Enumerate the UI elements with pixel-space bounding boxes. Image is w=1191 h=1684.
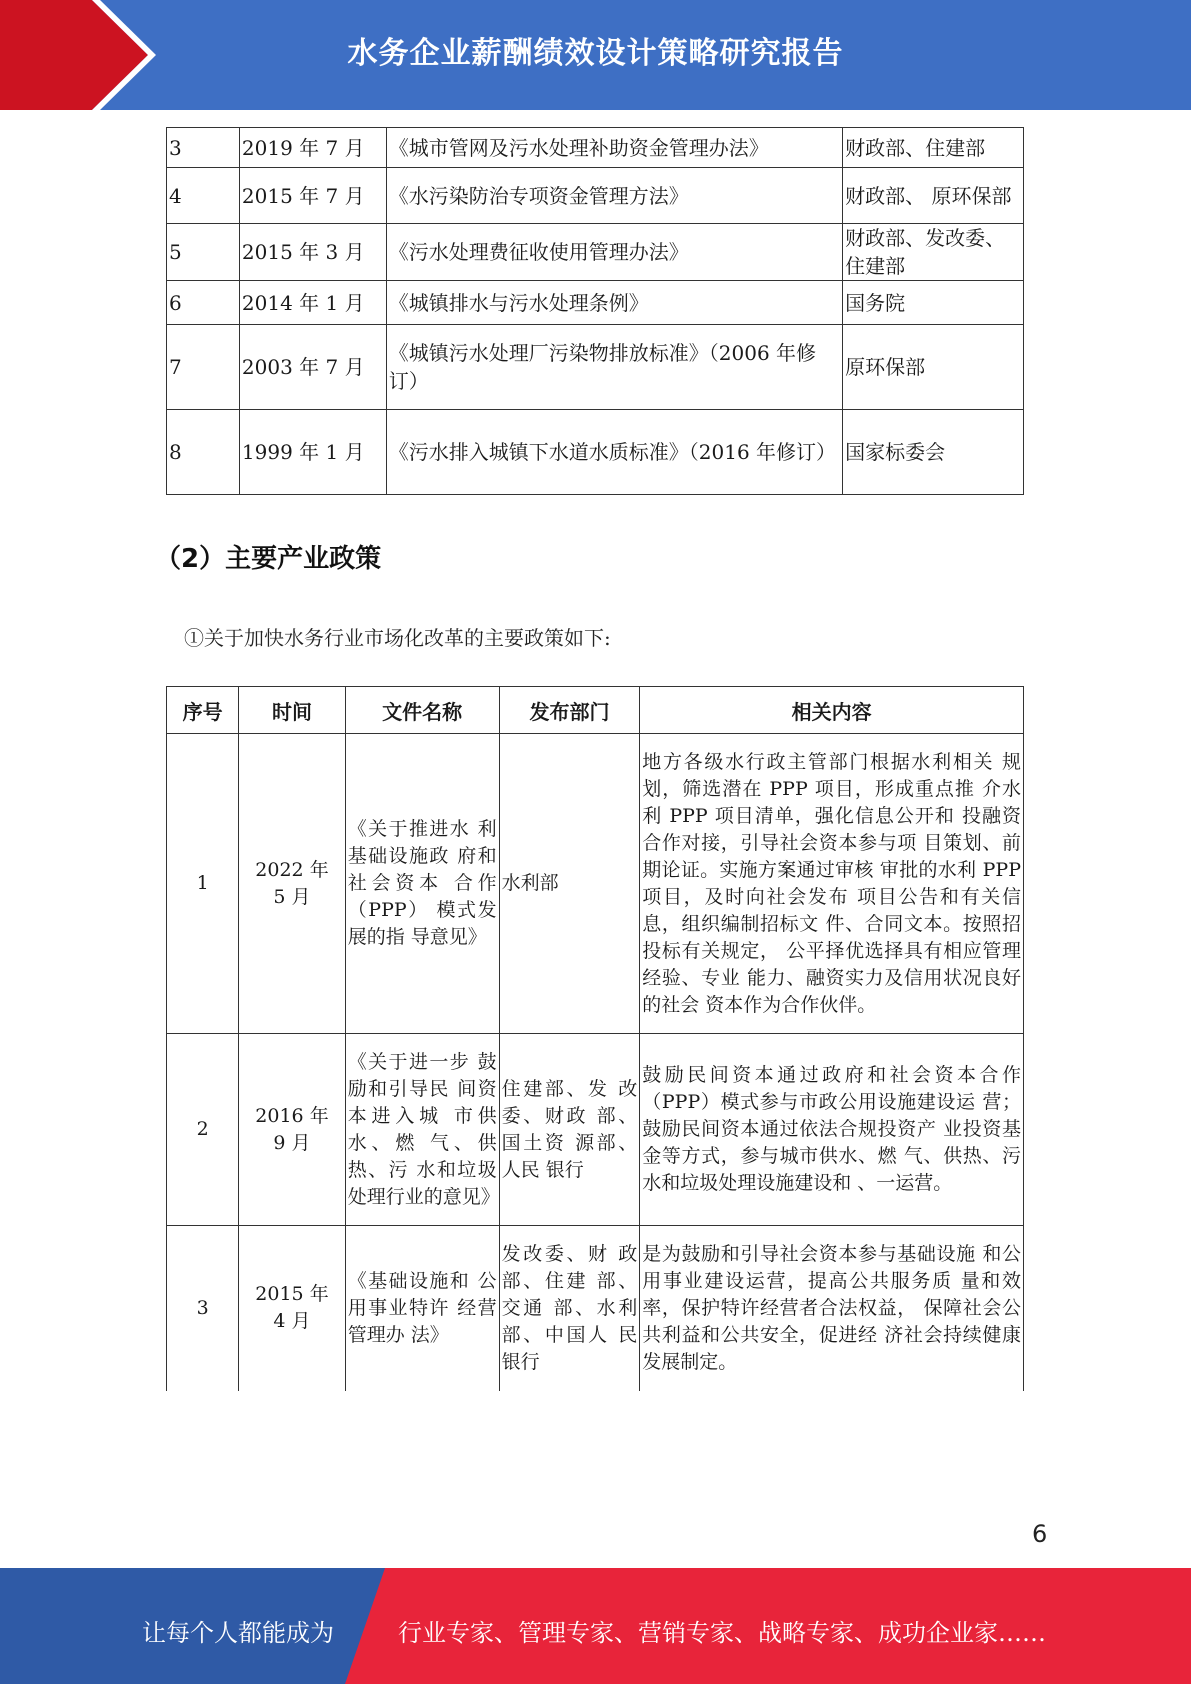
table-cell: 《关于推进水 利基础设施政 府和社会资本 合作（PPP） 模式发展的指 导意见》 <box>345 734 499 1034</box>
table-cell: 《城镇污水处理厂污染物排放标准》（2006 年修订） <box>386 325 842 410</box>
table-cell: 8 <box>167 410 240 495</box>
column-header-no: 序号 <box>167 687 239 734</box>
column-header-content: 相关内容 <box>640 687 1024 734</box>
table-cell: 2 <box>167 1034 239 1226</box>
page-header <box>0 0 1191 110</box>
page-number: 6 <box>1032 1520 1048 1548</box>
table-cell: 国家标委会 <box>843 410 1024 495</box>
table-cell: 2015 年 4 月 <box>239 1226 345 1391</box>
table-row <box>167 128 1024 168</box>
table-row <box>167 168 1024 224</box>
table-row <box>167 734 1024 1034</box>
page-footer <box>0 1568 1191 1684</box>
table-cell: 5 <box>167 224 240 281</box>
column-header-document: 文件名称 <box>345 687 499 734</box>
policy-table <box>166 686 1024 1391</box>
table-cell: 《污水处理费征收使用管理办法》 <box>386 224 842 281</box>
table-cell: 住建部、发 改委、财政 部、国土资 源部、人民 银行 <box>499 1034 640 1226</box>
footer-slogan-right: 行业专家、管理专家、营销专家、战略专家、成功企业家…… <box>398 1619 1046 1647</box>
table-cell: 国务院 <box>843 281 1024 325</box>
table-cell: 《关于进一步 鼓励和引导民 间资本进入城 市供水、燃 气、供热、污 水和垃圾处理行业的意见》 <box>345 1034 499 1226</box>
table-row <box>167 410 1024 495</box>
table-cell: 财政部、住建部 <box>843 128 1024 168</box>
table-row <box>167 1226 1024 1391</box>
table-cell: 3 <box>167 1226 239 1391</box>
table-cell: 2014 年 1 月 <box>239 281 386 325</box>
table-cell: 6 <box>167 281 240 325</box>
table-cell: 1 <box>167 734 239 1034</box>
table-cell: 3 <box>167 128 240 168</box>
table-row <box>167 281 1024 325</box>
column-header-time: 时间 <box>239 687 345 734</box>
table-cell: 2015 年 3 月 <box>239 224 386 281</box>
table-cell: 原环保部 <box>843 325 1024 410</box>
table-cell: 是为鼓励和引导社会资本参与基础设施 和公用事业建设运营，提高公共服务质 量和效率，保护特许经营者合法权益， 保障社会公共利益和公共安全，促进经 济社会持续健康发展制定。 <box>640 1226 1024 1391</box>
table-row <box>167 325 1024 410</box>
table-cell: 财政部、 原环保部 <box>843 168 1024 224</box>
regulations-table <box>166 127 1024 495</box>
table-cell: 7 <box>167 325 240 410</box>
table-cell: 2016 年 9 月 <box>239 1034 345 1226</box>
table-cell: 水利部 <box>499 734 640 1034</box>
footer-slogan-left: 让每个人都能成为 <box>142 1619 334 1647</box>
table-header-row <box>167 687 1024 734</box>
table-cell: 《水污染防治专项资金管理方法》 <box>386 168 842 224</box>
document-title: 水务企业薪酬绩效设计策略研究报告 <box>347 36 844 71</box>
table-cell: 4 <box>167 168 240 224</box>
intro-paragraph: ①关于加快水务行业市场化改革的主要政策如下: <box>184 626 611 650</box>
table-row <box>167 1034 1024 1226</box>
table-cell: 1999 年 1 月 <box>239 410 386 495</box>
table-cell: 2022 年 5 月 <box>239 734 345 1034</box>
column-header-department: 发布部门 <box>499 687 640 734</box>
table-cell: 鼓励民间资本通过政府和社会资本合作（PPP）模式参与市政公用设施建设运 营；鼓励民间资本通过依法合规投资产 业投资基金等方式，参与城市供水、燃 气、供热、污水和垃圾处理设施建设和 、一运营。 <box>640 1034 1024 1226</box>
table-cell: 地方各级水行政主管部门根据水利相关 规划，筛选潜在 PPP 项目，形成重点推 介水利 PPP 项目清单，强化信息公开和 投融资合作对接，引导社会资本参与项 目策划、前期论证。实施方案通过审核 审批的水利 PPP 项目，及时向社会发布 项目公告和有关信息，组织编制招标文 件、合同文本。按照招投标有关规定， 公平择优选择具有相应管理经验、专业 能力、融资实力及信用状况良好的社会 资本作为合作伙伴。 <box>640 734 1024 1034</box>
table-cell: 2015 年 7 月 <box>239 168 386 224</box>
table-cell: 《城市管网及污水处理补助资金管理办法》 <box>386 128 842 168</box>
table-cell: 发改委、财 政部、住建 部、交通 部、水利部、中国人 民银行 <box>499 1226 640 1391</box>
table-cell: 2003 年 7 月 <box>239 325 386 410</box>
table-cell: 《城镇排水与污水处理条例》 <box>386 281 842 325</box>
section-heading: （2）主要产业政策 <box>155 544 382 574</box>
table-cell: 2019 年 7 月 <box>239 128 386 168</box>
table-cell: 《污水排入城镇下水道水质标准》（2016 年修订） <box>386 410 842 495</box>
table-cell: 财政部、发改委、住建部 <box>843 224 1024 281</box>
table-row <box>167 224 1024 281</box>
table-cell: 《基础设施和 公用事业特许 经营管理办 法》 <box>345 1226 499 1391</box>
